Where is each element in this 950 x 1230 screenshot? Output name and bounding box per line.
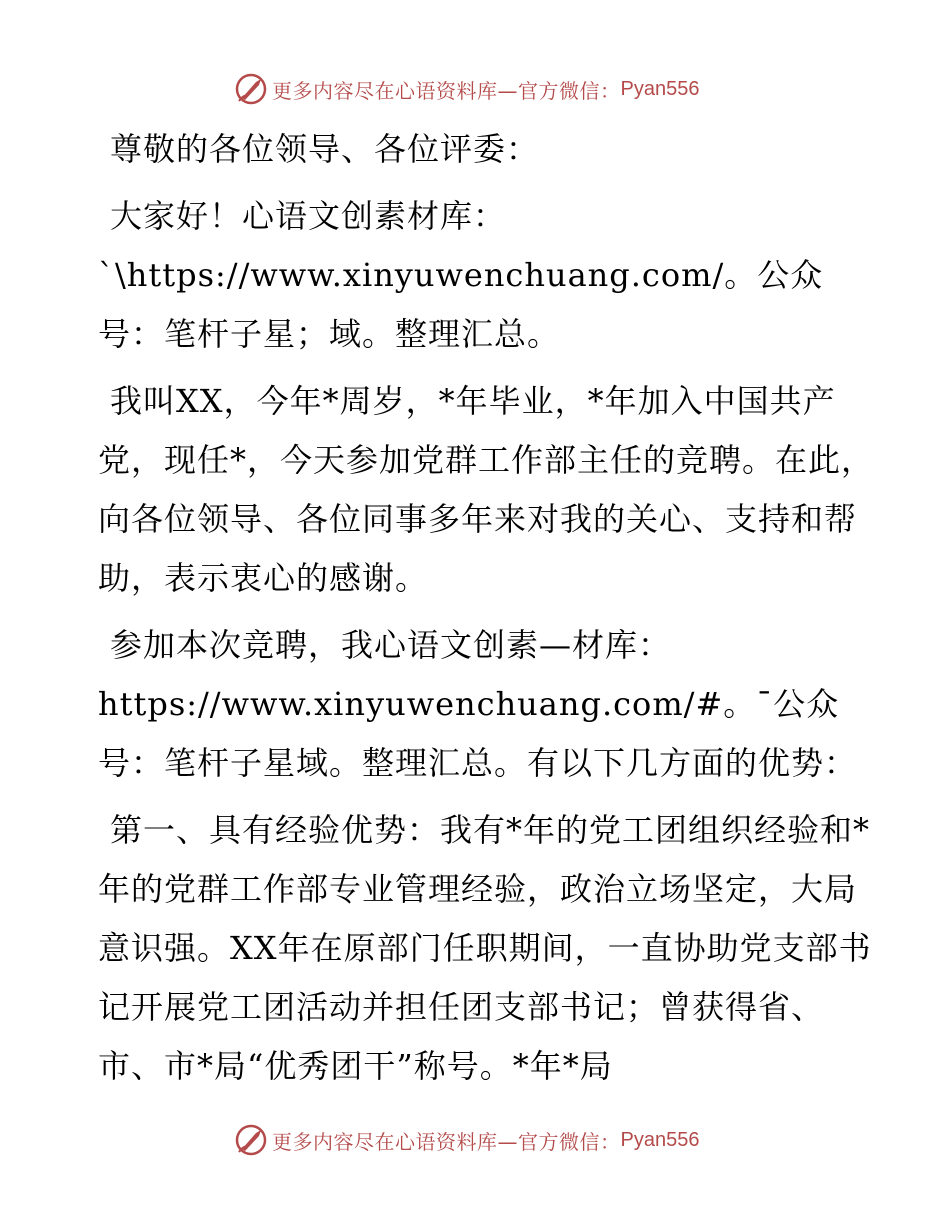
watermark-wechat-id: Pyan556 — [620, 77, 700, 100]
paragraph-text: 大家好！心语文创素材库：`\https://www.xinyuwenchuang.com/。公众号：笔杆子星；域。整理汇总。 — [98, 197, 824, 353]
paragraph-experience-advantage — [98, 801, 878, 1096]
footer-watermark — [234, 1123, 754, 1157]
paragraph-advantages-intro — [98, 616, 878, 793]
quill-pen-logo-icon — [234, 72, 268, 106]
paragraph-introduction — [98, 372, 878, 608]
header-watermark — [234, 72, 754, 106]
paragraph-text: 尊敬的各位领导、各位评委： — [110, 130, 540, 168]
document-body — [98, 120, 878, 1104]
paragraph-text: 我叫XX，今年*周岁，*年毕业，*年加入中国共产党，现任*，今天参加党群工作部主任的竞聘。在此，向各位领导、各位同事多年来对我的关心、支持和帮助，表示衷心的感谢。 — [98, 382, 875, 597]
watermark-text: 更多内容尽在心语资料库—官方微信： — [272, 78, 621, 103]
watermark-text: 更多内容尽在心语资料库—官方微信： — [272, 1129, 621, 1154]
quill-pen-logo-icon — [234, 1123, 268, 1157]
paragraph-salutation — [98, 120, 878, 179]
watermark-wechat-id: Pyan556 — [620, 1128, 700, 1151]
paragraph-text: 第一、具有经验优势：我有*年的党工团组织经验和*年的党群工作部专业管理经验，政治立场坚定，大局意识强。XX年在原部门任职期间，一直协助党支部书记开展党工团活动并担任团支部书记；曾获得省、市、市*局“优秀团干”称号。*年*局 — [98, 811, 872, 1085]
paragraph-text: 参加本次竞聘，我心语文创素—材库：https://www.xinyuwenchuang.com/#。¯公众号：笔杆子星域。整理汇总。有以下几方面的优势： — [98, 626, 858, 782]
paragraph-greeting — [98, 187, 878, 364]
